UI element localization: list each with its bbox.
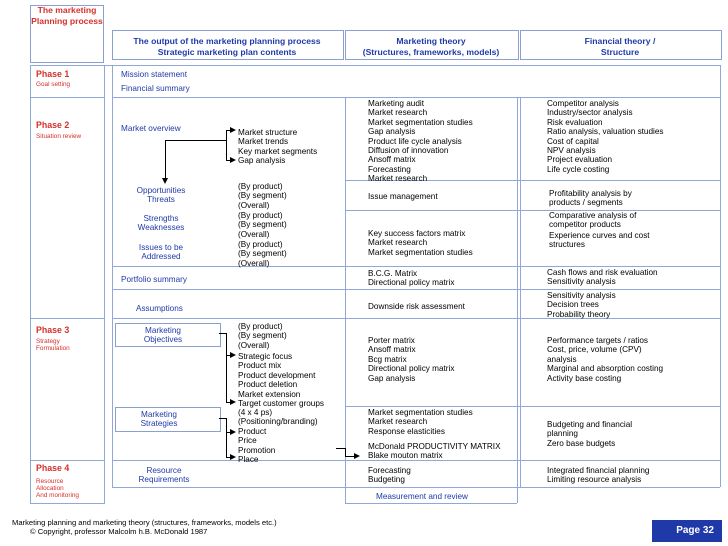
arrow-icon xyxy=(230,157,236,163)
mission-statement: Mission statement xyxy=(121,70,187,79)
financial-sensitivity: Sensitivity analysis Decision trees Probability theory xyxy=(547,291,616,319)
phase1-title: Phase 1 xyxy=(36,69,70,79)
phase-divider xyxy=(30,460,105,461)
connector-line xyxy=(165,140,166,180)
phase2-sub: Situation review xyxy=(36,133,82,140)
phase-divider xyxy=(30,65,720,66)
arrow-icon xyxy=(230,399,236,405)
connector-line xyxy=(226,333,227,403)
strategies-items: (4 x 4 ps) (Positioning/branding) Product Price Promotion Place xyxy=(238,408,318,465)
segment-list-1: (By product) (By segment) (Overall) xyxy=(238,182,287,210)
row-divider xyxy=(112,318,720,319)
row-divider xyxy=(112,266,720,267)
financial-profitability: Profitability analysis by products / segments xyxy=(549,189,632,208)
opportunities-threats: Opportunities Threats xyxy=(136,186,186,205)
assumptions: Assumptions xyxy=(136,304,183,313)
financial-cashflows: Cash flows and risk evaluation Sensitivity analysis xyxy=(547,268,658,287)
phase-col-right-border xyxy=(104,65,105,503)
financial-comparative: Comparative analysis of competitor products xyxy=(549,211,637,230)
page-number-badge: Page 32 xyxy=(652,520,722,542)
theory-downside: Downside risk assessment xyxy=(368,302,465,311)
row-divider xyxy=(345,406,720,407)
theory-issue-management: Issue management xyxy=(368,192,438,201)
financial-budgeting: Budgeting and financial planning Zero base budgets xyxy=(547,420,633,448)
phase-divider xyxy=(30,97,105,98)
col-border xyxy=(112,65,113,487)
footer-copyright: © Copyright, professor Malcolm h.B. McDonald 1987 xyxy=(30,527,208,536)
footer-caption: Marketing planning and marketing theory (structures, frameworks, models etc.) xyxy=(12,518,277,527)
row-divider xyxy=(112,97,720,98)
phase1-sub: Goal setting xyxy=(36,81,71,88)
arrow-down-icon xyxy=(162,178,168,184)
phase-divider xyxy=(30,503,105,504)
issues-addressed: Issues to be Addressed xyxy=(138,243,184,262)
col-border xyxy=(720,65,721,487)
financial-integrated: Integrated financial planning Limiting resource analysis xyxy=(547,466,650,485)
theory-productivity: McDonald PRODUCTIVITY MATRIX Blake mouton matrix xyxy=(368,442,501,461)
header-output: The output of the marketing planning process Strategic marketing plan contents xyxy=(133,36,321,57)
row-divider xyxy=(345,503,517,504)
header-financial: Financial theory / Structure xyxy=(584,36,656,57)
row-divider xyxy=(112,289,720,290)
portfolio-summary: Portfolio summary xyxy=(121,275,187,284)
arrow-icon xyxy=(230,454,236,460)
theory-porter: Porter matrix Ansoff matrix Bcg matrix Directional policy matrix Gap analysis xyxy=(368,336,455,383)
resource-requirements: Resource Requirements xyxy=(138,466,190,485)
connector-line xyxy=(165,140,227,141)
arrow-icon xyxy=(230,352,236,358)
objectives-items: Strategic focus Product mix Product development Product deletion Market extension Target customer groups xyxy=(238,352,325,409)
col-border xyxy=(517,97,518,503)
theory-forecasting: Forecasting Budgeting xyxy=(368,466,411,485)
theory-bcg: B.C.G. Matrix Directional policy matrix xyxy=(368,269,455,288)
phase4-sub: Resource Allocation And monitoring xyxy=(36,478,79,500)
financial-summary: Financial summary xyxy=(121,84,190,93)
theory-audit: Marketing audit Market research Market segmentation studies Gap analysis Product life cycle analysis Diffusion of innovation Ansoff matrix Forecasting Market research xyxy=(368,99,473,184)
financial-competitor: Competitor analysis Industry/sector analysis Risk evaluation Ratio analysis, valuation studies Cost of capital NPV analysis Project evaluation Life cycle costing xyxy=(547,99,664,174)
header-theory: Marketing theory (Structures, frameworks, models) xyxy=(362,36,500,57)
phase-col-left-border xyxy=(30,65,31,503)
theory-segmentation: Market segmentation studies Market research Response elasticities xyxy=(368,408,473,436)
header-process: The marketing Planning process xyxy=(31,5,103,26)
connector-line xyxy=(226,130,227,160)
col-border xyxy=(520,97,521,487)
row-divider xyxy=(112,487,720,488)
market-overview-items: Market structure Market trends Key market segments Gap analysis xyxy=(238,128,318,166)
col-border xyxy=(345,97,346,503)
segment-list-3: (By product) (By segment) (Overall) xyxy=(238,240,287,268)
phase2-title: Phase 2 xyxy=(36,120,70,130)
financial-experience: Experience curves and cost structures xyxy=(549,231,650,250)
segment-list-2: (By product) (By segment) (Overall) xyxy=(238,211,287,239)
phase3-sub: Strategy Formulation xyxy=(36,338,70,353)
phase4-title: Phase 4 xyxy=(36,463,70,473)
connector-line xyxy=(226,418,227,458)
market-overview: Market overview xyxy=(121,124,181,133)
measurement-review: Measurement and review xyxy=(376,492,468,501)
arrow-icon xyxy=(230,429,236,435)
objectives-segments: (By product) (By segment) (Overall) xyxy=(238,322,287,350)
phase3-title: Phase 3 xyxy=(36,325,70,335)
marketing-objectives: Marketing Objectives xyxy=(143,326,183,345)
financial-performance: Performance targets / ratios Cost, price, volume (CPV) analysis Marginal and absorption costing Activity base costing xyxy=(547,336,664,383)
phase-divider xyxy=(30,318,105,319)
marketing-strategies: Marketing Strategies xyxy=(140,410,178,429)
strengths-weaknesses: Strengths Weaknesses xyxy=(137,214,185,233)
arrow-icon xyxy=(354,453,360,459)
row-divider xyxy=(345,210,720,211)
theory-ksf: Key success factors matrix Market research Market segmentation studies xyxy=(368,229,473,257)
arrow-icon xyxy=(230,127,236,133)
